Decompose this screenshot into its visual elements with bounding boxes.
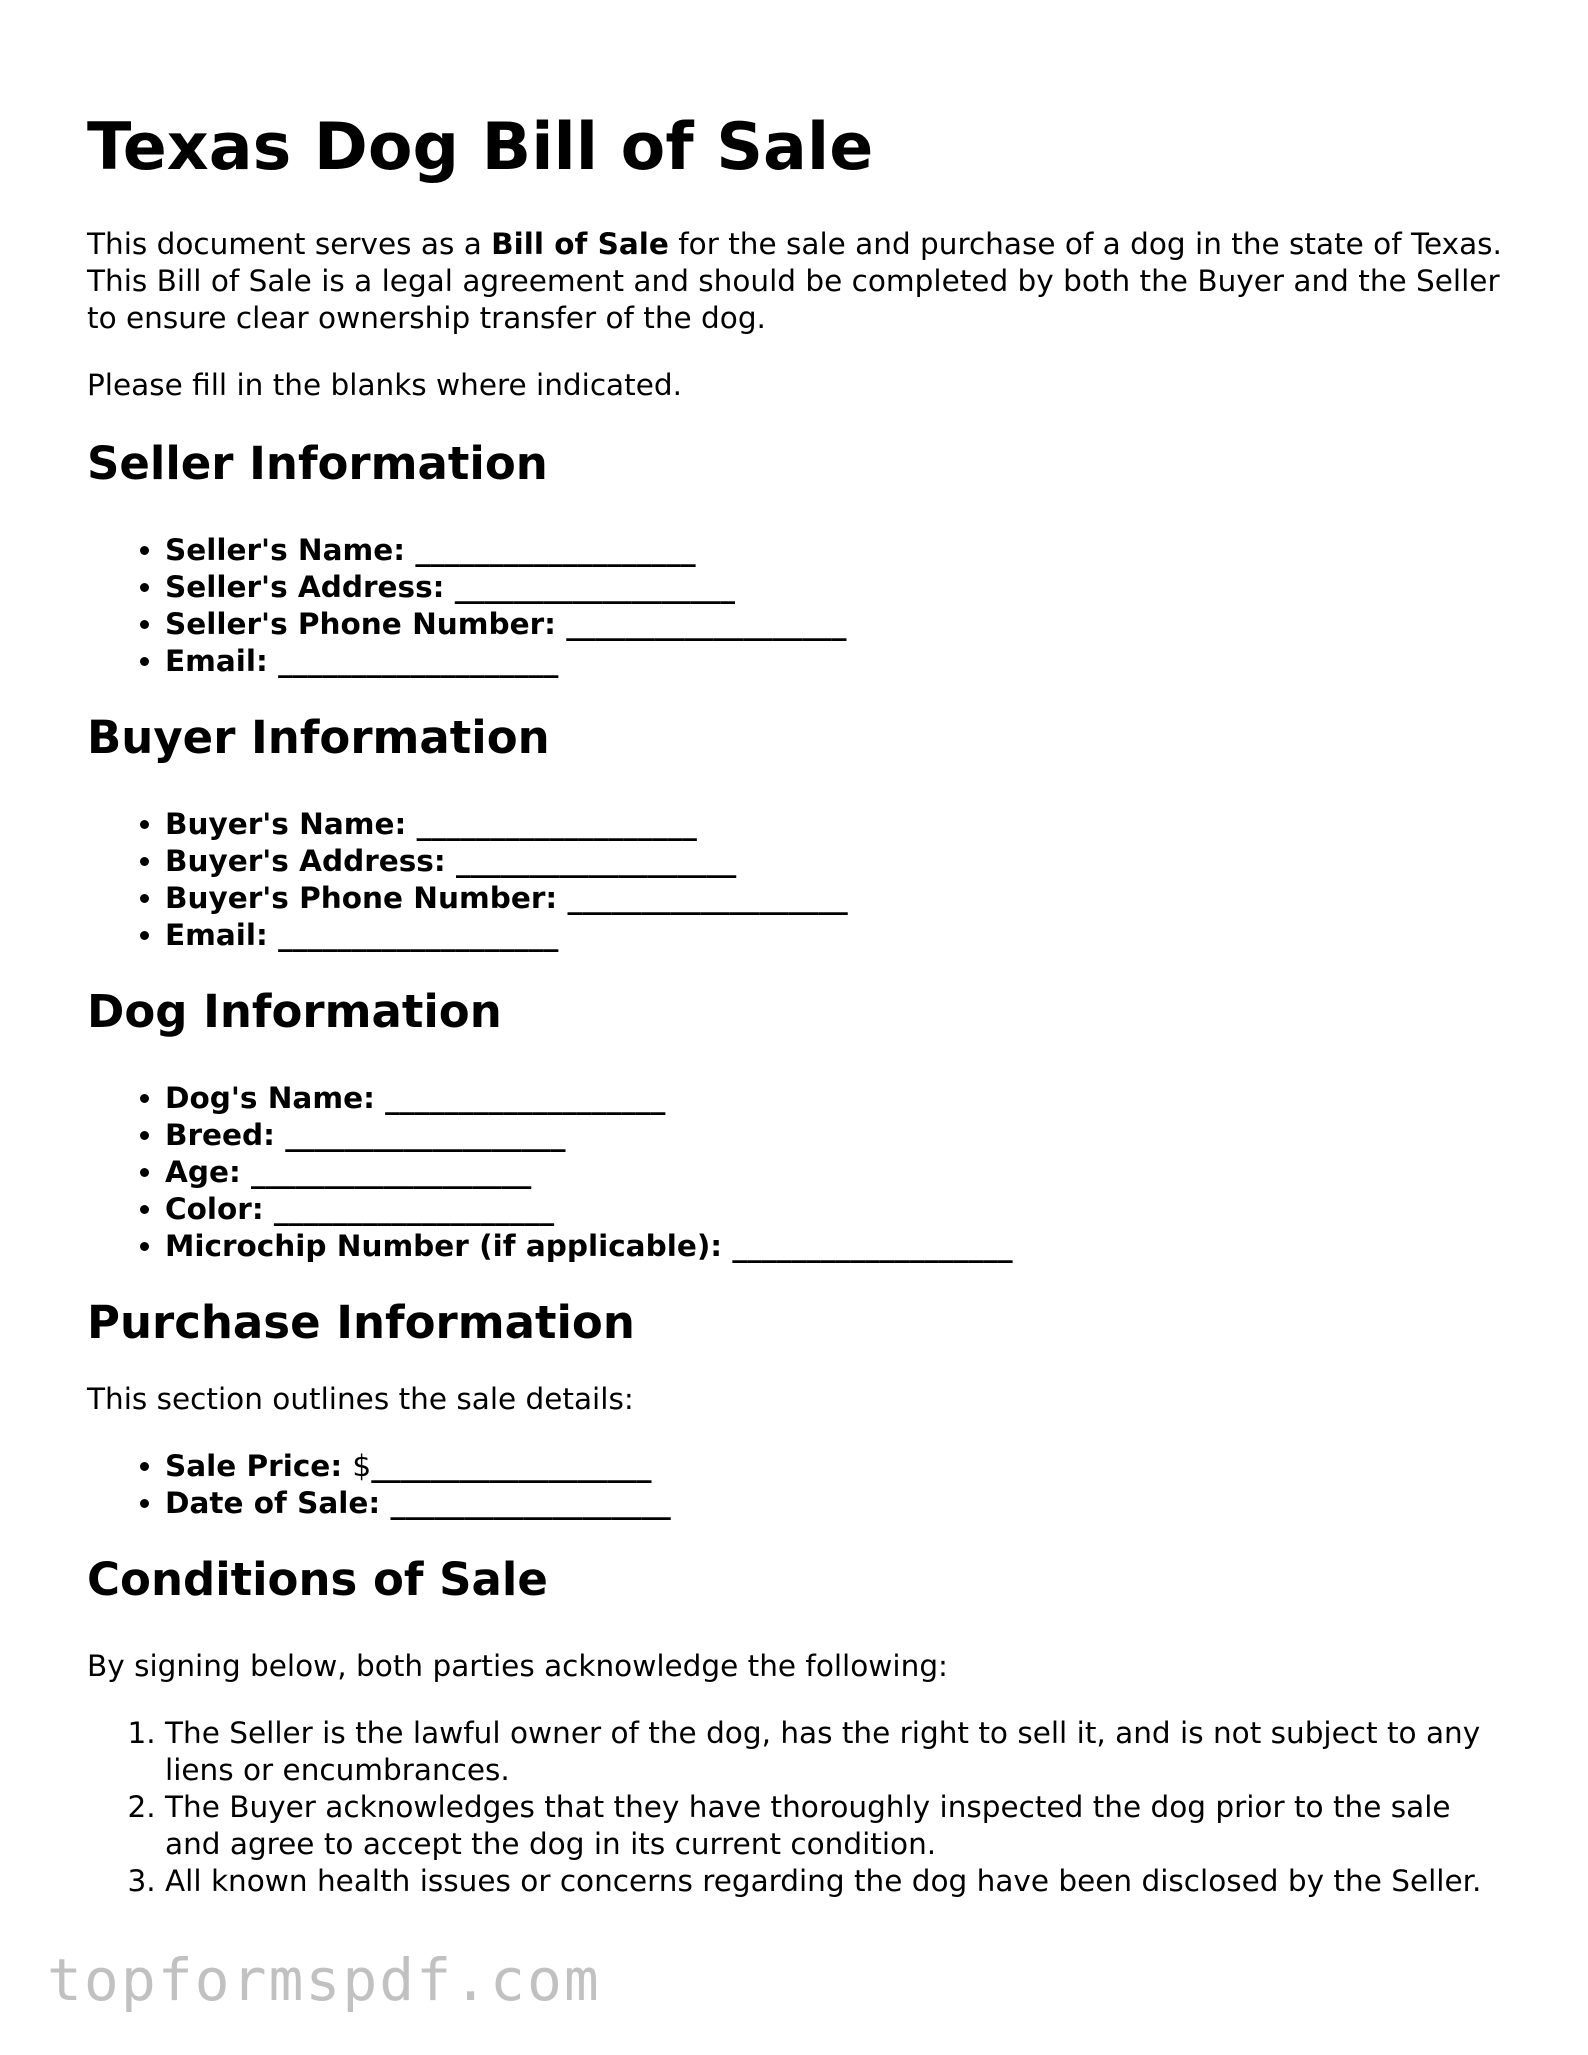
field-label: Microchip Number (if applicable): (165, 1229, 723, 1263)
fill-blank: ___________________ (371, 1449, 652, 1483)
fill-blank: ___________________ (285, 1118, 566, 1152)
document-page (87, 0, 1507, 1900)
seller-name-field (165, 532, 1507, 569)
field-label: Buyer's Address: (165, 844, 446, 878)
fill-blank: ___________________ (454, 570, 735, 604)
fill-blank: ___________________ (273, 1192, 555, 1226)
seller-phone-field (165, 606, 1507, 643)
buyer-section-heading: Buyer Information (87, 711, 550, 764)
fill-blank: ___________________ (416, 807, 697, 841)
conditions-list (87, 1715, 1507, 1900)
dog-microchip-field (165, 1228, 1507, 1265)
field-label: Email: (165, 918, 268, 952)
dog-color-field (165, 1191, 1507, 1228)
field-label: Seller's Address: (165, 570, 445, 604)
fill-blank: ___________________ (390, 1486, 671, 1520)
condition-item: 3. All known health issues or concerns regarding the dog have been disclosed by the Seller. (165, 1863, 1507, 1900)
fill-blank: ___________________ (566, 607, 847, 641)
seller-email-field (165, 643, 1507, 680)
dog-breed-field (165, 1117, 1507, 1154)
fill-blank: ___________________ (278, 644, 559, 678)
condition-item: 2. The Buyer acknowledges that they have thoroughly inspected the dog prior to the sale and agree to accept the dog in its current condition. (165, 1789, 1507, 1863)
currency-symbol: $ (352, 1449, 372, 1483)
field-label: Sale Price: (165, 1449, 343, 1483)
field-label: Seller's Phone Number: (165, 607, 556, 641)
seller-fields-list (87, 532, 1507, 680)
field-label: Email: (165, 644, 268, 678)
intro-bold-term: Bill of Sale (491, 227, 669, 261)
fill-blank: ___________________ (455, 844, 737, 878)
fill-blank: ___________________ (251, 1155, 532, 1189)
field-label: Buyer's Name: (165, 807, 407, 841)
field-label: Seller's Name: (165, 533, 406, 567)
fill-blank: ___________________ (415, 533, 696, 567)
dog-age-field (165, 1154, 1507, 1191)
seller-section-heading: Seller Information (87, 437, 548, 490)
condition-item: 1. The Seller is the lawful owner of the dog, has the right to sell it, and is not subject to any liens or encumbrances. (165, 1715, 1507, 1789)
dog-fields-list (87, 1080, 1507, 1265)
field-label: Dog's Name: (165, 1081, 375, 1115)
fill-blank: ___________________ (567, 881, 848, 915)
sale-price-field (165, 1448, 1507, 1485)
purchase-intro: This section outlines the sale details: (87, 1382, 634, 1416)
dog-name-field (165, 1080, 1507, 1117)
fill-blank: ___________________ (732, 1229, 1013, 1263)
intro-text-after: for the sale and purchase of a dog in the state of Texas. This Bill of Sale is a legal agreement and should be completed by both the Buyer and the Seller to ensure clear ownership transfer of the dog. (87, 227, 1502, 335)
field-label: Color: (165, 1192, 264, 1226)
fill-blank: ___________________ (278, 918, 559, 952)
field-label: Date of Sale: (165, 1486, 381, 1520)
purchase-section-heading: Purchase Information (87, 1296, 635, 1349)
fill-instructions: Please fill in the blanks where indicated. (87, 368, 682, 402)
field-label: Breed: (165, 1118, 275, 1152)
dog-section-heading: Dog Information (87, 985, 502, 1038)
purchase-fields-list (87, 1448, 1507, 1522)
buyer-email-field (165, 917, 1507, 954)
fill-blank: ___________________ (385, 1081, 666, 1115)
site-watermark: topformspdf.com (47, 1946, 601, 2014)
field-label: Buyer's Phone Number: (165, 881, 558, 915)
conditions-intro: By signing below, both parties acknowledge the following: (87, 1649, 948, 1683)
conditions-section-heading: Conditions of Sale (87, 1553, 548, 1606)
intro-paragraph (87, 226, 1507, 337)
buyer-phone-field (165, 880, 1507, 917)
buyer-fields-list (87, 806, 1507, 954)
buyer-name-field (165, 806, 1507, 843)
page-title: Texas Dog Bill of Sale (87, 110, 874, 185)
sale-date-field (165, 1485, 1507, 1522)
buyer-address-field (165, 843, 1507, 880)
field-label: Age: (165, 1155, 241, 1189)
seller-address-field (165, 569, 1507, 606)
intro-text-before: This document serves as a (87, 227, 492, 261)
